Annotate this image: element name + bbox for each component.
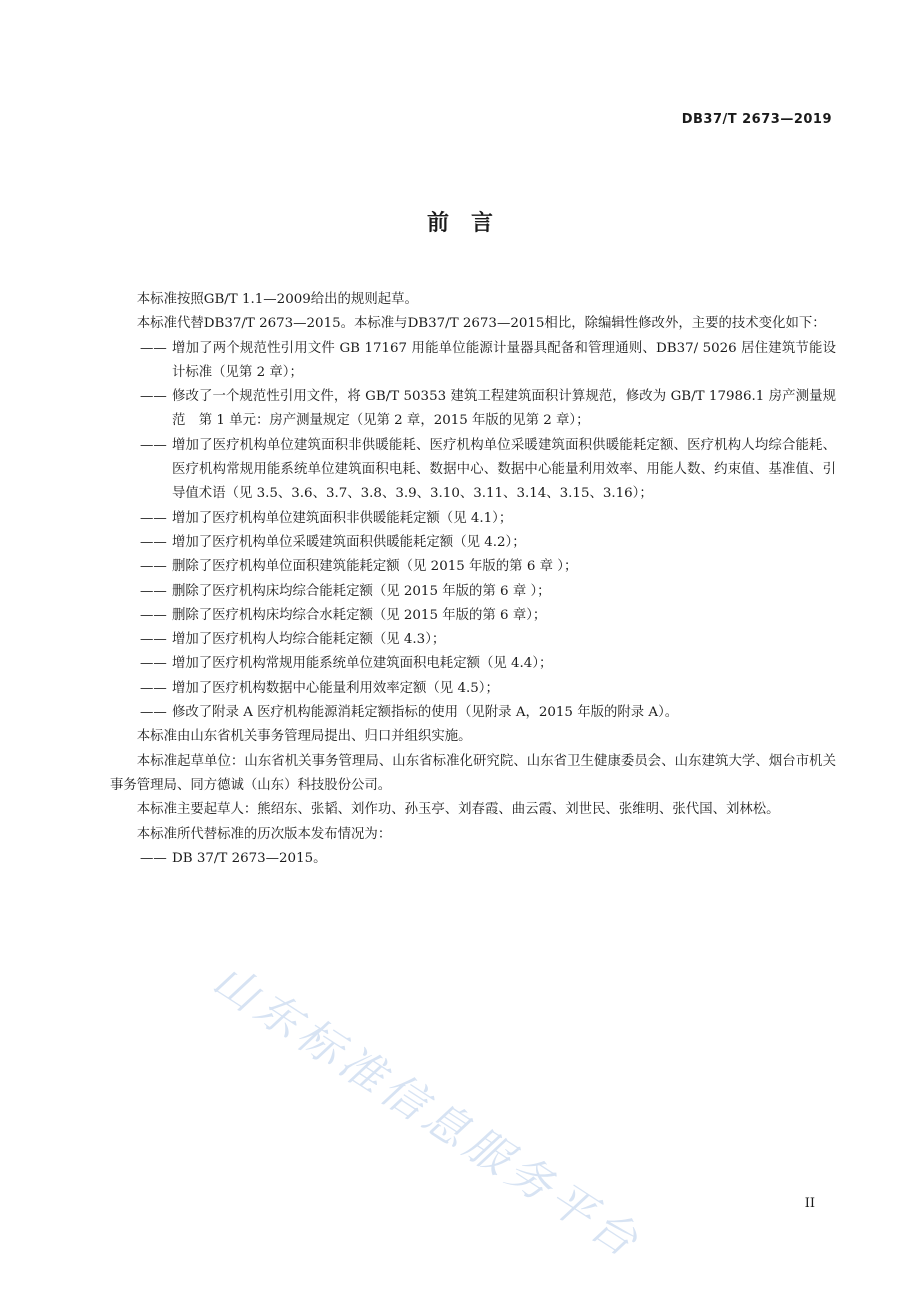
paragraph: 本标准所代替标准的历次版本发布情况为：	[136, 826, 392, 842]
list-item	[110, 507, 836, 531]
dash-marker: ——	[140, 607, 167, 623]
dash-marker: ——	[140, 656, 167, 672]
list-item-text: 删除了医疗机构床均综合水耗定额（见 2015 年版的第 6 章）；	[172, 607, 547, 623]
list-item	[110, 604, 836, 628]
list-item	[110, 337, 836, 386]
dash-marker: ——	[140, 632, 167, 648]
list-item-text: 增加了医疗机构单位建筑面积非供暖能耗、医疗机构单位采暖建筑面积供暖能耗定额、医疗机构人均综合能耗、医疗机构常规用能系统单位建筑面积电耗、数据中心、数据中心能量利用效率、用能人数、约束值、基准值、引导值术语（见 3.5、3.6、3.7、3.8、3.9、3.10、3.11、3.14、3.15、3.16）；	[172, 437, 836, 502]
list-item	[110, 628, 836, 652]
list-item-text: 修改了附录 A 医疗机构能源消耗定额指标的使用（见附录 A，2015 年版的附录 A）。	[172, 705, 679, 721]
list-item	[110, 580, 836, 604]
paragraph: 本标准主要起草人：熊绍东、张韬、刘作功、孙玉亭、刘春霞、曲云霞、刘世民、张维明、张代国、刘林松。	[136, 802, 780, 818]
list-item-text: 增加了两个规范性引用文件 GB 17167 用能单位能源计量器具配备和管理通则、DB37/ 5026 居住建筑节能设计标准（见第 2 章）；	[172, 340, 836, 380]
dash-marker: ——	[140, 340, 167, 356]
list-item-text: 删除了医疗机构单位面积建筑能耗定额（见 2015 年版的第 6 章 ）；	[172, 559, 578, 575]
list-item	[110, 701, 836, 725]
paragraph: 本标准按照GB/T 1.1—2009给出的规则起草。	[136, 292, 418, 307]
paragraph: 本标准代替DB37/T 2673—2015。本标准与DB37/T 2673—2015相比，除编辑性修改外，主要的技术变化如下：	[136, 316, 826, 332]
dash-marker: ——	[140, 510, 167, 526]
list-item-text: 增加了医疗机构人均综合能耗定额（见 4.3）；	[172, 632, 446, 648]
dash-marker: ——	[140, 437, 167, 453]
list-item	[110, 434, 836, 507]
page-title: 前 言	[426, 211, 493, 236]
list-item	[110, 385, 836, 434]
list-item-text: 增加了医疗机构单位建筑面积非供暖能耗定额（见 4.1）；	[172, 510, 513, 526]
list-item	[110, 847, 836, 871]
list-item-text: DB 37/T 2673—2015。	[172, 850, 327, 866]
list-item-text: 修改了一个规范性引用文件，将 GB/T 50353 建筑工程建筑面积计算规范，修改为 GB/T 17986.1 房产测量规范 第 1 单元：房产测量规定（见第 2 章，2015 年版的见第 2 章）；	[172, 389, 836, 429]
page-number: II	[804, 1196, 815, 1211]
list-item	[110, 531, 836, 555]
watermark: 山东标准信息服务平台	[203, 954, 651, 1270]
dash-marker: ——	[140, 850, 167, 866]
paragraph: 本标准由山东省机关事务管理局提出、归口并组织实施。	[136, 729, 472, 745]
list-item-text: 增加了医疗机构数据中心能量利用效率定额（见 4.5）；	[172, 680, 499, 696]
list-item	[110, 555, 836, 579]
list-item-text: 删除了医疗机构床均综合能耗定额（见 2015 年版的第 6 章 ）；	[172, 583, 551, 599]
list-item-text: 增加了医疗机构常规用能系统单位建筑面积电耗定额（见 4.4）；	[172, 656, 553, 672]
document-body	[110, 288, 836, 871]
dash-marker: ——	[140, 705, 167, 721]
paragraph: 本标准起草单位：山东省机关事务管理局、山东省标准化研究院、山东省卫生健康委员会、山东建筑大学、烟台市机关事务管理局、同方德诚（山东）科技股份公司。	[110, 753, 836, 793]
document-code: DB37/T 2673—2019	[681, 112, 832, 127]
dash-marker: ——	[140, 534, 167, 550]
dash-marker: ——	[140, 680, 167, 696]
dash-marker: ——	[140, 389, 167, 405]
dash-marker: ——	[140, 559, 167, 575]
dash-marker: ——	[140, 583, 167, 599]
list-item	[110, 677, 836, 701]
list-item	[110, 652, 836, 676]
list-item-text: 增加了医疗机构单位采暖建筑面积供暖能耗定额（见 4.2）；	[172, 534, 526, 550]
